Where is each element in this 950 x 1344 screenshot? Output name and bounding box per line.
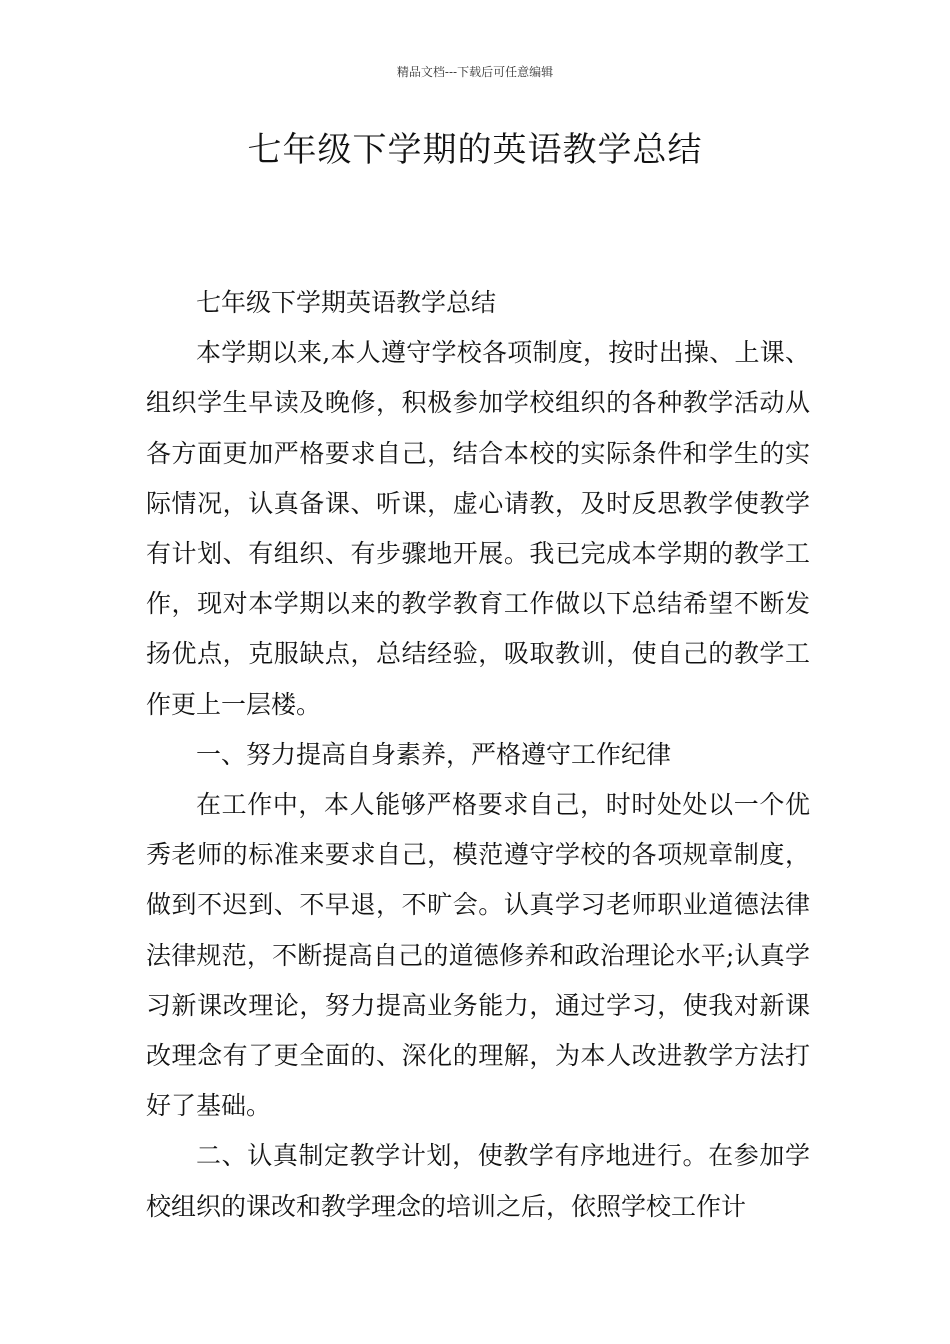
header-note: 精品文档---下载后可任意编辑 — [396, 65, 554, 79]
paragraph-section-2: 二、认真制定教学计划，使教学有序地进行。在参加学校组织的课改和教学理念的培训之后，依照学校工作计 — [146, 1141, 810, 1221]
section-heading-1: 一、努力提高自身素养，严格遵守工作纪律 — [196, 739, 672, 769]
paragraph-subtitle: 七年级下学期英语教学总结 — [196, 288, 497, 317]
paragraph-section-1: 在工作中，本人能够严格要求自己，时时处处以一个优秀老师的标准来要求自己，模范遵守学校的各项规章制度，做到不迟到、不早退，不旷会。认真学习老师职业道德法律法律规范，不断提高自己的道德修养和政治理论水平;认真学习新课改理论，努力提高业务能力，通过学习，使我对新课改理念有了更全面的、深化的理解，为本人改进教学方法打好了基础。 — [146, 790, 810, 1121]
document-body — [146, 278, 810, 1232]
paragraph-intro: 本学期以来,本人遵守学校各项制度，按时出操、上课、组织学生早读及晚修，积极参加学校组织的各种教学活动从各方面更加严格要求自己，结合本校的实际条件和学生的实际情况，认真备课、听课，虚心请教，及时反思教学使教学有计划、有组织、有步骤地开展。我已完成本学期的教学工作，现对本学期以来的教学教育工作做以下总结希望不断发扬优点，克服缺点，总结经验，吸取教训，使自己的教学工作更上一层楼。 — [146, 338, 810, 719]
document-title: 七年级下学期的英语教学总结 — [247, 130, 703, 170]
